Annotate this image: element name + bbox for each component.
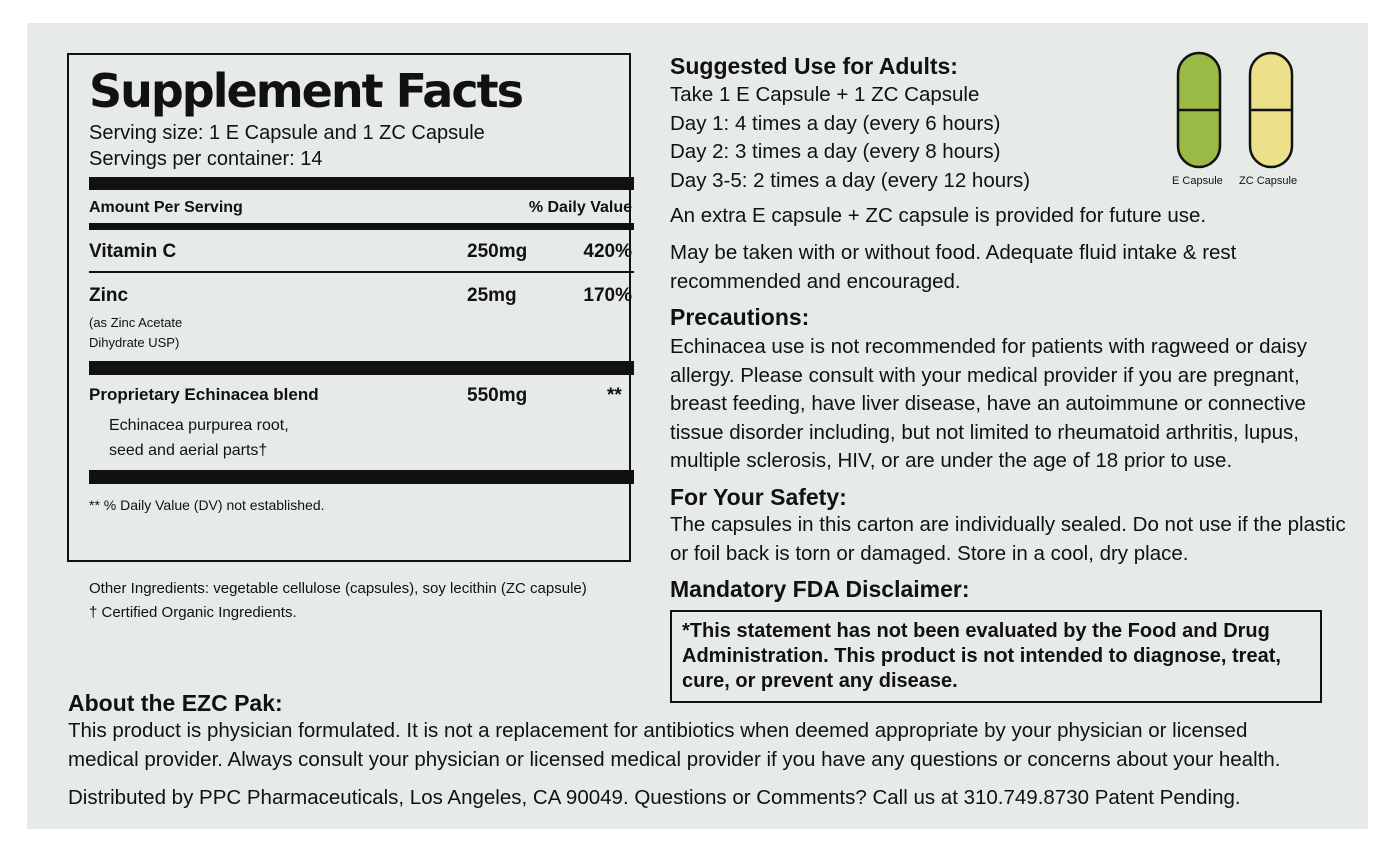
safety-heading: For Your Safety: <box>670 484 847 510</box>
thin-divider <box>89 271 634 273</box>
nutrient-amount: 250mg <box>467 241 528 262</box>
zc-capsule-icon <box>1250 53 1292 167</box>
suggested-use-line: Day 1: 4 times a day (every 6 hours) <box>670 111 1001 135</box>
nutrient-daily-value: 420% <box>583 241 632 262</box>
nutrient-note-line: seed and aerial parts† <box>109 442 268 459</box>
safety-line: or foil back is torn or damaged. Store in a cool, dry place. <box>670 541 1189 565</box>
servings-per-container: Servings per container: 14 <box>89 148 323 170</box>
nutrient-note-line: Dihydrate USP) <box>89 335 180 350</box>
about-line: medical provider. Always consult your physician or licensed medical provider if you have any questions or concerns about your health. <box>68 747 1281 771</box>
food-note-line: recommended and encouraged. <box>670 269 961 293</box>
medium-divider <box>89 223 634 230</box>
thick-divider <box>89 361 634 375</box>
disclaimer-line: *This statement has not been evaluated by the Food and Drug <box>682 620 1270 642</box>
precautions-line: Echinacea use is not recommended for patients with ragweed or daisy <box>670 335 1307 358</box>
precautions-line: breast feeding, have liver disease, have an autoimmune or connective <box>670 392 1306 415</box>
zc-capsule-label: ZC Capsule <box>1239 175 1298 187</box>
other-ingredients: Other Ingredients: vegetable cellulose (capsules), soy lecithin (ZC capsule) <box>89 580 587 597</box>
nutrient-note-line: Echinacea purpurea root, <box>109 417 289 434</box>
suggested-use-line: Take 1 E Capsule + 1 ZC Capsule <box>670 83 980 106</box>
nutrient-name: Vitamin C <box>89 241 177 262</box>
nutrient-amount: 550mg <box>467 385 528 406</box>
nutrient-amount: 25mg <box>467 285 517 306</box>
precautions-heading: Precautions: <box>670 304 810 330</box>
distributor-line: Distributed by PPC Pharmaceuticals, Los Angeles, CA 90049. Questions or Comments? Call us at 310.749.8730 Patent Pending. <box>68 786 1241 809</box>
supplement-facts-title: Supplement Facts <box>89 64 522 118</box>
about-heading: About the EZC Pak: <box>68 690 283 716</box>
daily-value-header: % Daily Value <box>528 199 632 216</box>
nutrient-daily-value: ** <box>607 385 622 406</box>
serving-size: Serving size: 1 E Capsule and 1 ZC Capsule <box>89 122 485 144</box>
suggested-use-line: Day 3-5: 2 times a day (every 12 hours) <box>670 168 1031 192</box>
amount-per-serving-header: Amount Per Serving <box>89 199 243 216</box>
organic-note: † Certified Organic Ingredients. <box>89 604 297 621</box>
about-line: This product is physician formulated. It is not a replacement for antibiotics when deemed appropriate by your physician or licensed <box>68 719 1248 742</box>
nutrient-daily-value: 170% <box>583 285 632 306</box>
nutrient-name: Zinc <box>89 285 129 306</box>
food-note-line: May be taken with or without food. Adequate fluid intake & rest <box>670 241 1237 264</box>
extra-capsule-note: An extra E capsule + ZC capsule is provided for future use. <box>670 204 1207 227</box>
nutrient-name: Proprietary Echinacea blend <box>89 385 319 404</box>
disclaimer-line: Administration. This product is not intended to diagnose, treat, <box>682 645 1281 667</box>
capsules-illustration <box>1170 48 1310 173</box>
suggested-use-line: Day 2: 3 times a day (every 8 hours) <box>670 140 1001 163</box>
fda-disclaimer-box <box>670 610 1322 703</box>
safety-line: The capsules in this carton are individually sealed. Do not use if the plastic <box>670 513 1346 536</box>
thick-divider <box>89 177 634 190</box>
supplement-facts-panel <box>67 53 631 562</box>
e-capsule-icon <box>1178 53 1220 167</box>
fda-disclaimer-heading: Mandatory FDA Disclaimer: <box>670 576 970 602</box>
precautions-line: allergy. Please consult with your medical provider if you are pregnant, <box>670 363 1300 387</box>
thick-divider <box>89 470 634 484</box>
nutrient-note-line: (as Zinc Acetate <box>89 315 183 330</box>
e-capsule-label: E Capsule <box>1172 175 1223 187</box>
suggested-use-heading: Suggested Use for Adults: <box>670 53 958 79</box>
precautions-line: tissue disorder including, but not limited to rheumatoid arthritis, lupus, <box>670 420 1299 444</box>
disclaimer-line: cure, or prevent any disease. <box>682 670 958 692</box>
precautions-line: multiple sclerosis, HIV, or are under the age of 18 prior to use. <box>670 449 1233 472</box>
daily-value-footnote: ** % Daily Value (DV) not established. <box>89 497 325 513</box>
